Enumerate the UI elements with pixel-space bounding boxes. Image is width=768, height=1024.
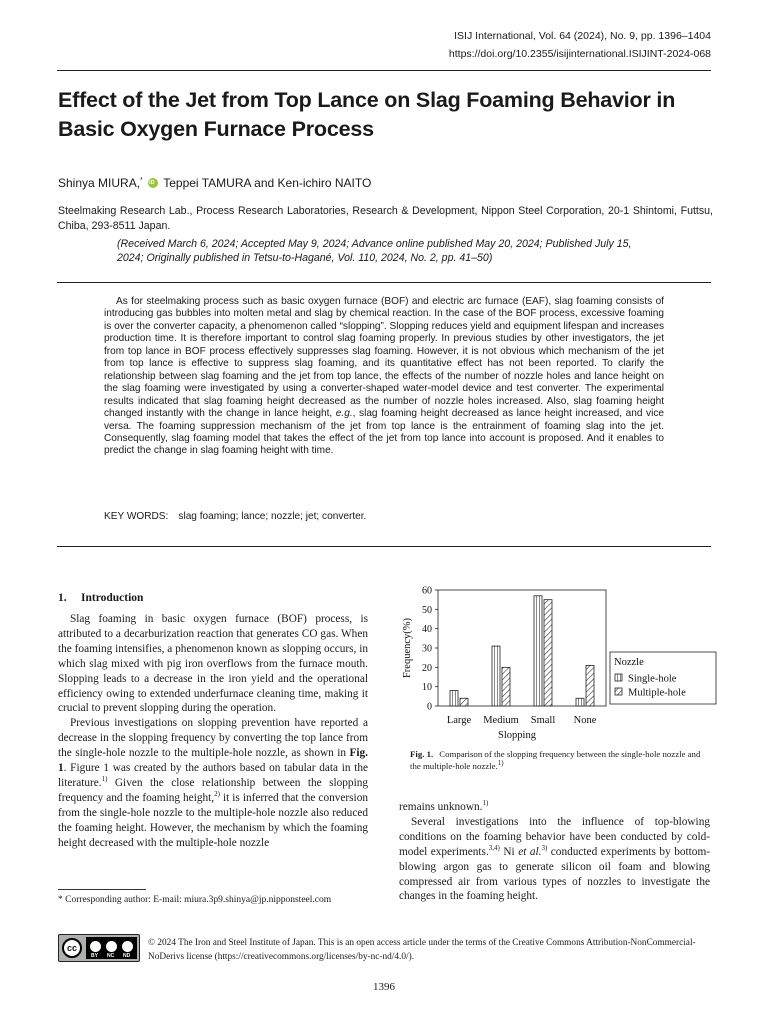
nd-icon — [122, 941, 133, 952]
abstract-eg: e.g. — [335, 408, 353, 420]
citation-link[interactable]: 1) — [482, 799, 489, 808]
header-rule — [57, 70, 711, 71]
fig-1-link[interactable]: Fig. 1 — [58, 747, 368, 775]
journal-reference — [449, 27, 711, 63]
intro-p2-text-a: Previous investigations on slopping prevention have reported a decrease in the slopping frequency by converting the top lance from the single-hole nozzle to the multiple-hole nozzle, as shown in — [58, 717, 368, 760]
intro-p2-text-b: . Figure 1 was created by the authors based on tabular data in the literature. — [58, 762, 368, 789]
page-number: 1396 — [373, 981, 395, 993]
by-icon — [90, 941, 101, 952]
x-tick-label: Small — [530, 715, 556, 726]
by-label: BY — [91, 953, 98, 959]
left-column — [58, 612, 368, 851]
author-rest: Teppei TAMURA and Ken-ichiro NAITO — [163, 176, 372, 190]
citation-link[interactable]: 3,4) — [488, 843, 500, 852]
legend-entry: Single-hole — [628, 673, 677, 685]
intro-p2-text-d: it is inferred that the conversion from the single-hole nozzle to the multiple-hole nozzle also reduced the foaming height. However, the mechanism by which the foaming height decreased with the multiple-hole nozzle — [58, 791, 368, 849]
nd-label: ND — [123, 953, 131, 959]
intro-paragraph-2-continued — [399, 800, 710, 815]
abstract-bottom-rule — [57, 546, 711, 547]
intro-p2-text-c: Given the close relationship between the slopping frequency and the foaming height, — [58, 776, 368, 804]
x-axis-label: Slopping — [498, 730, 536, 741]
bar-multiple-hole-small — [544, 600, 552, 706]
bar-single-hole-none — [576, 698, 584, 706]
intro-p3-text-b: Ni — [499, 845, 519, 858]
journal-line: ISIJ International, Vol. 64 (2024), No. 9, pp. 1396–1404 — [454, 30, 711, 42]
bar-single-hole-small — [534, 596, 542, 706]
section-heading-introduction: 1. Introduction — [58, 592, 144, 604]
citation-link[interactable]: 1) — [101, 775, 108, 784]
received-dates: (Received March 6, 2024; Accepted May 9, 2024; Advance online published May 20, 2024; Published July 15, 2024; Originally published in Tetsu-to-Hagané, Vol. 110, 2024, No. 2, pp. 41–50) — [117, 238, 632, 264]
y-tick-label: 30 — [422, 643, 432, 655]
keywords: KEY WORDS: slag foaming; lance; nozzle; jet; converter. — [104, 511, 367, 522]
legend-swatch — [615, 688, 622, 695]
corresponding-author-footnote: * Corresponding author: E-mail: miura.3p9.shinya@jp.nipponsteel.com — [58, 895, 332, 905]
citation-link[interactable]: 2) — [214, 790, 220, 799]
y-tick-label: 0 — [427, 701, 432, 713]
cc-logo-icon: cc — [62, 938, 82, 958]
footnote-rule — [58, 889, 146, 890]
y-tick-label: 10 — [422, 682, 432, 694]
author-list — [58, 176, 371, 190]
intro-paragraph-1: Slag foaming in basic oxygen furnace (BOF) process, is attributed to a decarburization reaction that generates CO gas. When the foaming intensifies, a phenomenon known as slopping occurs, in which slag mixed with pig iron overflows from the furnace mouth. Slopping leads to a decrease in the iron yield and the operational efficiency owing to extended underfurnace cleaning time, making it crucial to prevent slopping during the operation. — [58, 613, 368, 715]
y-axis-label: Frequency(%) — [402, 617, 413, 679]
bar-multiple-hole-large — [460, 698, 468, 706]
y-tick-label: 20 — [422, 662, 432, 674]
nc-label: NC — [107, 953, 115, 959]
figure-caption-text: Comparison of the slopping frequency between the single-hole nozzle and the multiple-hole nozzle. — [410, 749, 701, 771]
license-text: © 2024 The Iron and Steel Institute of Japan. This is an open access article under the terms of the Creative Commons Attribution-NonCommercial-NoDerivs license (https://creativecommons.org/licenses/by-nc-nd/4.0/). — [148, 938, 696, 962]
intro-p2-text-e: remains unknown. — [399, 801, 483, 813]
legend-title: Nozzle — [614, 657, 644, 668]
page-title: Effect of the Jet from Top Lance on Slag Foaming Behavior in Basic Oxygen Furnace Process — [58, 88, 676, 141]
plot-frame — [438, 590, 606, 706]
bar-single-hole-large — [450, 691, 458, 706]
affiliation: Steelmaking Research Lab., Process Research Laboratories, Research & Development, Nippon Steel Corporation, 20-1 Shintomi, Futtsu, Chiba, 293-8511 Japan. — [58, 205, 713, 232]
abstract-part1: As for steelmaking process such as basic oxygen furnace (BOF) and electric arc furnace (EAF), slag foaming consists of introducing gas bubbles into molten metal and slag by chemical reaction. In the case of the BOF process, excessive foaming is over the converter capacity, a phenomenon called “slopping”. Slopping reduces yield and equipment lifespan and increases production time. It is therefore important to control slag foaming properly. In previous studies by other investigators, the jet from top lance in BOF process effectively suppresses slag foaming. However, it is not obvious which mechanism of the jet from top lance is effective to suppress slag foaming, and its quantitative effect has not been reported. To clarify the relationship between slag foaming and the jet from top lance, the effects of the number of nozzle holes and lance height on the slag foaming were investigated by using a converter-shaped water-model device and test converter. The experimental results indicated that slag foaming height decreased as the number of nozzle holes increased. Also, slag foaming height changed instantly with the change in lance height, — [104, 296, 664, 420]
legend-swatch — [615, 674, 622, 681]
abstract-part2: , slag foaming height decreased as lance height increased, and vice versa. The foaming suppression mechanism of the jet from top lance is the entrainment of foaming slag into the jet. Consequently, slag foaming model that takes the effect of the jet from top lance into account is proposed. And it enables to predict the change in slag foaming height with time. — [104, 408, 664, 457]
intro-p3-text-c: conducted experiments by bottom-blowing argon gas to generate silicon oil foam and blowing compressed air from various types of nozzles to investigate the changes in the foaming height. — [399, 845, 710, 903]
x-tick-label: None — [573, 715, 597, 726]
author-asterisk: * — [140, 177, 143, 184]
intro-et-al: et al. — [518, 845, 542, 858]
cc-license-badge[interactable] — [58, 934, 140, 962]
citation-link[interactable]: 3) — [541, 843, 548, 852]
intro-p3-text-a: Several investigations into the influence of top-blowing conditions on the foaming behavior have been conducted by cold-model experiments. — [399, 815, 710, 858]
intro-paragraph-3 — [399, 815, 710, 904]
bar-single-hole-medium — [492, 646, 500, 706]
cc-badge-strip — [86, 937, 137, 959]
x-tick-label: Medium — [483, 715, 519, 726]
abstract-top-rule — [57, 282, 711, 283]
legend-entry: Multiple-hole — [628, 687, 686, 699]
right-column — [399, 800, 710, 904]
bar-multiple-hole-none — [586, 665, 594, 706]
abstract — [104, 296, 664, 458]
figure-label: Fig. 1. — [410, 749, 434, 759]
figure-1-caption — [410, 748, 710, 772]
x-tick-label: Large — [446, 715, 472, 726]
y-tick-label: 40 — [422, 624, 432, 636]
y-tick-label: 60 — [422, 585, 432, 597]
figure-1-chart — [398, 580, 720, 746]
intro-paragraph-2 — [58, 716, 368, 850]
bar-multiple-hole-medium — [502, 667, 510, 706]
citation-link[interactable]: 1) — [497, 759, 504, 768]
author-first: Shinya MIURA, — [58, 176, 141, 190]
nc-icon — [106, 941, 117, 952]
y-tick-label: 50 — [422, 604, 432, 616]
orcid-icon[interactable] — [148, 178, 158, 188]
doi-link[interactable]: https://doi.org/10.2355/isijinternational.ISIJINT-2024-068 — [448, 48, 711, 60]
